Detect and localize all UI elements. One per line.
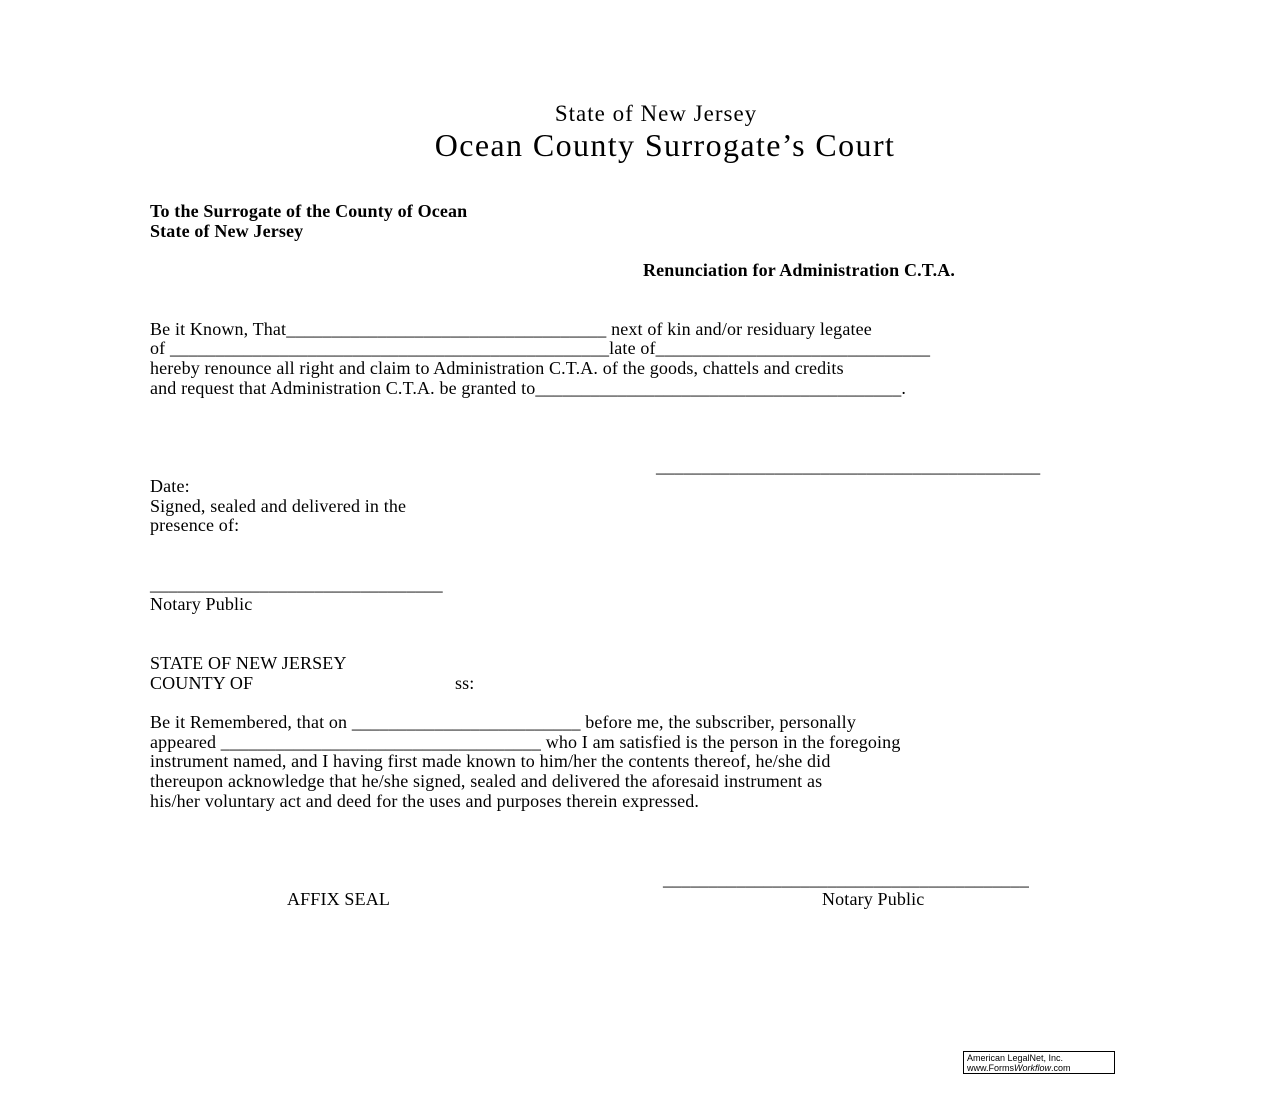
affix-seal-label: AFFIX SEAL — [287, 889, 391, 909]
date-label: Date: — [150, 476, 190, 496]
witness-label-2: presence of: — [150, 515, 240, 535]
acknowledgment-line-3: instrument named, and I having first made known to him/her the contents thereof, he/she did — [150, 751, 831, 771]
signature-line: __________________________________________ — [656, 456, 1041, 476]
venue-state: STATE OF NEW JERSEY — [150, 653, 347, 673]
renunciation-line-2: of ________________________________________________late of______________________________ — [150, 338, 931, 358]
closing-notary-line: ________________________________________ — [663, 869, 1029, 889]
court-heading: Ocean County Surrogate’s Court — [434, 127, 896, 163]
witness-label-1: Signed, sealed and delivered in the — [150, 496, 407, 516]
renunciation-line-3: hereby renounce all right and claim to Administration C.T.A. of the goods, chattels and credits — [150, 358, 844, 378]
renunciation-line-1: Be it Known, That___________________________________ next of kin and/or residuary legatee — [150, 319, 872, 339]
acknowledgment-line-5: his/her voluntary act and deed for the uses and purposes therein expressed. — [150, 791, 700, 811]
stamp-website — [967, 1063, 1111, 1073]
address-line-2: State of New Jersey — [150, 221, 304, 241]
witness-notary-label: Notary Public — [150, 594, 253, 614]
acknowledgment-line-2: appeared ___________________________________ who I am satisfied is the person in the foregoing — [150, 732, 901, 752]
stamp-site-italic: Workflow — [1014, 1063, 1052, 1073]
renunciation-line-4: and request that Administration C.T.A. be granted to________________________________________. — [150, 378, 907, 398]
publisher-stamp — [963, 1051, 1115, 1074]
acknowledgment-line-4: thereupon acknowledge that he/she signed, sealed and delivered the aforesaid instrument as — [150, 771, 823, 791]
form-title: Renunciation for Administration C.T.A. — [643, 260, 956, 280]
venue-ss: ss: — [455, 673, 475, 693]
witness-notary-line: ________________________________ — [150, 574, 443, 594]
acknowledgment-line-1: Be it Remembered, that on _________________________ before me, the subscriber, personally — [150, 712, 856, 732]
address-line-1: To the Surrogate of the County of Ocean — [150, 201, 468, 221]
closing-notary-label: Notary Public — [822, 889, 925, 909]
stamp-company: American LegalNet, Inc. — [967, 1053, 1064, 1063]
venue-county: COUNTY OF — [150, 673, 254, 693]
state-heading: State of New Jersey — [554, 101, 758, 126]
stamp-site-suffix: .com — [1051, 1063, 1071, 1073]
stamp-site-prefix: www.Forms — [967, 1063, 1014, 1073]
